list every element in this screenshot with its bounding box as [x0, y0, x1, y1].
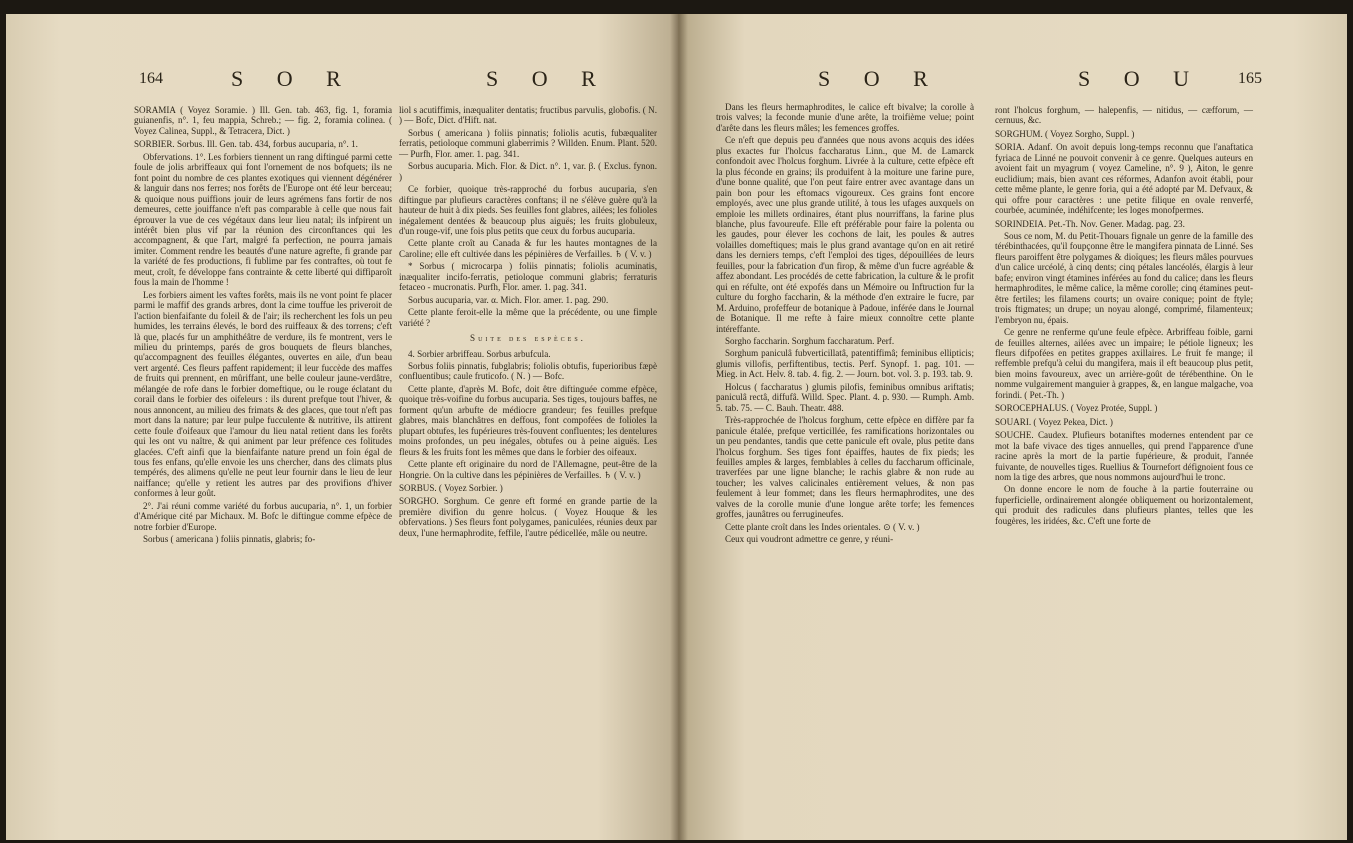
right-column-1: [716, 102, 974, 547]
section-heading: Suite des espèces.: [470, 333, 586, 344]
paragraph: 2°. J'ai réuni comme variété du forbus aucuparia, n°. 1, un forbier d'Amérique cité par Michaux. M. Bofc le diftingue comme efpèce de notre forbier d'Europe.: [134, 500, 392, 532]
left-page: [6, 14, 678, 840]
paragraph: Ce genre ne renferme qu'une feule efpèce. Arbriffeau foible, garni de feuilles alternes, ailées avec un impaire; le pétiole ligneux; les fleurs difpofées en petites grappes axillaires. Le fruit fe mange; il reffemble prefqu'à celui du mangifera, mais il eft beaucoup plus petit, bien moins favoureux, avec un arrière-goût de térébenthine. On le nomme vulgairement manguier à grappes, &, en langue malgache, voa forindi. ( Pet.-Th. ): [995, 327, 1253, 400]
paragraph: Dans les fleurs hermaphrodites, le calice eft bivalve; la corolle à trois valves; la feconde munie d'une arête, la troifième velue; point d'arête dans les fleurs mâles; les femences groffes.: [716, 102, 974, 133]
right-running-head: S O R: [818, 66, 942, 91]
paragraph: Sorghum paniculâ fubverticillatâ, patentiffimâ; feminibus ellipticis; glumis villofis, perfiftentibus, tectis. Perf. Synopf. 1. pag. 101. — Mieg. in Act. Helv. 8. tab. 4. fig. 2. — Journ. bot. vol. 3. p. 193. tab. 9.: [716, 348, 974, 380]
paragraph: SOUCHE. Caudex. Plufieurs botaniftes modernes entendent par ce mot la bafe vivace des tiges annuelles, qui prend l'apparence d'une racine après la mort de la partie fupérieure, & produit, l'année fuivante, de nouvelles tiges. Ruellius & Tournefort défignoient fous ce nom la tige des arbres, que nous nommons aujourd'hui le tronc.: [995, 430, 1253, 482]
paragraph: SORGHO. Sorghum. Ce genre eft formé en grande partie de la première divifion du genre holcus. ( Voyez Houque & les obfervations. ) Ses fleurs font polygames, paniculées, réunies deux par deux, l'une hermaphrodite, feffile, l'autre pédicellée, mâle ou neutre.: [399, 496, 657, 538]
paragraph: SORAMIA ( Voyez Soramie. ) Ill. Gen. tab. 463, fig. 1, foramia guianenfis, n°. 1, feu mappia, Schreb.; — fig. 2, foramia colinea. ( Voyez Calinea, Suppl., & Tetracera, Dict. ): [134, 105, 392, 136]
left-column-2: [399, 102, 657, 540]
paragraph: Sous ce nom, M. du Petit-Thouars fignale un genre de la famille des térébinthacées, qu'il foupçonne être le mangifera pinnata de Linné. Ses fleurs paroiffent être polygames & dioïques; les fleurs mâles pourvues d'un calice urcéolé, à cinq dents; cinq pétales lancéolés, élargis à leur bafe; environ vingt étamines inférées au fond du calice; dans les fleurs hermaphrodites, le même calice, la même corolle; cinq étamines peut-être fertiles; les filamens courts; un ovaire conique; point de ftyle; trois ftigmates; un drupe; un noyau alongé, comprimé, filamenteux; l'embryon nu, épais.: [995, 230, 1253, 325]
paragraph: Sorgho faccharin. Sorghum faccharatum. Perf.: [725, 335, 895, 346]
paragraph: Les forbiers aiment les vaftes forêts, mais ils ne vont point fe placer parmi le maffif des grands arbres, dont la cime touffue les priveroit de l'action bienfaifante du foleil & de l'air; ils recherchent les fols un peu humides, les terrains élevés, le bord des ruiffeaux & des torrens; c'eft là que, placés fur un amphithéâtre de verdure, ils fe montrent, vers le milieu du printemps, parés de gros bouquets de fleurs blanches, qu'accompagnent des feuilles élégantes, ouvertes en aile, d'un beau vert argenté. Ces fleurs paffent rapidement; il leur fuccède des maffes de fruits qui prennent, en mûriffant, une belle couleur jaune-verdâtre, mélangée de rofe dans le forbier domeftique, ou le rouge éclatant du corail dans le forbier des oifeleurs : ils durent prefque tout l'hiver, & nous annoncent, au milieu des frimats & des glaces, que tout n'eft pas mort dans la nature; par leur pulpe fucculente & nutritive, ils attirent cette foule d'oifeaux que l'amour du lieu natal retient dans les forêts qui les ont vu naître, & qui animent par leur préfence ces folitudes glacées. C'eft ainfi que la bienfaifante nature prend un foin égal de tous fes enfans, qu'elle envoie les uns chercher, dans des climats plus tempérés, des alimens qu'elle ne peut leur fournir dans le lieu de leur naiffance; qu'elle y retient les autres par des provifions d'hiver conformes à leur goût.: [134, 289, 392, 499]
paragraph: Sorbus aucuparia. Mich. Flor. & Dict. n°. 1, var. β. ( Exclus. fynon. ): [399, 161, 657, 182]
paragraph: Ce forbier, quoique très-rapproché du forbus aucuparia, s'en diftingue par plufieurs caractères conftans; il ne s'élève guère qu'à la hauteur de huit à dix pieds. Ses feuilles font glabres, ailées; les folioles inégalement dentées & beaucoup plus aiguës; les fruits globuleux, d'un rouge-vif, une fois plus petits que ceux du forbus aucuparia.: [399, 184, 657, 236]
paragraph: On donne encore le nom de fouche à la partie fouterraine ou fuperficielle, ordinairement alongée obliquement ou horizontalement, qui produit des radicules dans plufieurs plantes, telles que les fougères, les iridées, &c. C'eft une forte de: [995, 484, 1253, 526]
paragraph: Cette plante, d'après M. Bofc, doit être diftinguée comme efpèce, quoique très-voifine du forbus aucuparia. Ses tiges, toujours baffes, ne forment qu'un arbufte de médiocre grandeur; fes feuilles prefque glabres, mais blanchâtres en deffous, font compofées de folioles la plupart obtufes, les fupérieures très-fouvent confluentes; les dentelures moins profondes, un peu inégales, obtufes ou à peine aiguës. Les fleurs & les fruits font les mêmes que dans le forbier des oifeaux.: [399, 383, 657, 457]
paragraph: Sorbus ( americana ) foliis pinnatis, glabris; fo-: [143, 534, 316, 545]
right-page-number: 165: [1238, 70, 1262, 87]
paragraph: Holcus ( faccharatus ) glumis pilofis, feminibus omnibus ariftatis; paniculâ rectâ, diffufâ. Willd. Spec. Plant. 4. p. 930. — Rumph. Amb. 5. tab. 75. — C. Bauh. Theatr. 488.: [716, 381, 974, 413]
left-column-1: [134, 102, 392, 547]
right-column-2: [995, 102, 1253, 528]
paragraph: SOROCEPHALUS. ( Voyez Protée, Suppl. ): [995, 403, 1158, 414]
paragraph: SORBIER. Sorbus. Ill. Gen. tab. 434, forbus aucuparia, n°. 1.: [134, 139, 358, 150]
book-spread: [6, 14, 1347, 840]
paragraph: SORIA. Adanf. On avoit depuis long-temps reconnu que l'anaftatica fyriaca de Linné ne pouvoit convenir à ce genre. Quelques auteurs en avoient fait un myagrum ( voyez Cameline, n°. 9 ), Aiton, le genre euclidium; mais, bien avant ces réformes, Adanfon avoit établi, pour cette même plante, le genre foria, qui a été adopté par M. Defvaux, & qui offre pour caractères : une petite filique en ovale renverfé, courbée, acuminée, indéhifcente; les loges monofpermes.: [995, 142, 1253, 216]
paragraph: * Sorbus ( microcarpa ) foliis pinnatis; foliolis acuminatis, inæqualiter incifo-ferratis, petioloque communi glabris; ferraturis fetaceo - mucronatis. Purfh, Flor. amer. 1. pag. 341.: [399, 261, 657, 293]
paragraph: 4. Sorbier arbriffeau. Sorbus arbufcula.: [408, 348, 551, 359]
book-gutter: [670, 14, 688, 840]
left-running-head: S O R: [231, 66, 355, 91]
paragraph: Ceux qui voudront admettre ce genre, y réuni-: [725, 534, 894, 545]
left-running-head-2: S O R: [486, 66, 610, 91]
paragraph: Cette plante croît au Canada & fur les hautes montagnes de la Caroline; elle eft cultivée dans les pépinières de Verfailles. ♄ ( V. v. ): [399, 238, 657, 259]
paragraph: Cette plante eft originaire du nord de l'Allemagne, peut-être de la Hongrie. On la cultive dans les pépinières de Verfailles. ♄ ( V. v. ): [399, 459, 657, 480]
paragraph: Cette plante feroit-elle la même que la précédente, ou une fimple variété ?: [399, 307, 657, 328]
paragraph: liol s acutiffimis, inæqualiter dentatis; fructibus parvulis, globofis. ( N. ) — Bofc, Dict. d'Hift. nat.: [399, 105, 657, 126]
left-page-number: 164: [139, 70, 163, 87]
paragraph: Très-rapprochée de l'holcus forghum, cette efpèce en diffère par fa panicule étalée, prefque verticillée, fes ramifications horizontales ou un peu pendantes, tandis que cette panicule eft ovale, plus petite dans l'holcus forghum. Ses tiges font épaiffes, hautes de fix pieds; les feuilles amples & larges, femblables à celles du faccharum officinale, traverfées par une ligne blanche; le rachis glabre & non rude au toucher; les valves calicinales entièrement velues, & non pas feulement à leur fommet; dans les fleurs hermaphrodites, une des valves de la corolle munie d'une longue arête torfe; les femences groffes, jaunâtres ou ferrugineufes.: [716, 415, 974, 520]
paragraph: SORINDEIA. Pet.-Th. Nov. Gener. Madag. pag. 23.: [995, 218, 1185, 229]
paragraph: Sorbus ( americana ) foliis pinnatis; foliolis acutis, fubæqualiter ferratis, petioloque communi glaberrimis ? Willden. Enum. Plant. 520. — Purfh, Flor. amer. 1. pag. 341.: [399, 127, 657, 159]
right-running-head-2: S O U: [1078, 66, 1204, 91]
paragraph: SORBUS. ( Voyez Sorbier. ): [399, 482, 503, 493]
paragraph: SOUARI. ( Voyez Pekea, Dict. ): [995, 416, 1113, 427]
paragraph: Sorbus foliis pinnatis, fubglabris; foliolis obtufis, fuperioribus fæpè confluentibus; caule fruticofo. ( N. ) — Bofc.: [399, 360, 657, 382]
paragraph: SORGHUM. ( Voyez Sorgho, Suppl. ): [995, 128, 1135, 139]
paragraph: Ce n'eft que depuis peu d'années que nous avons acquis des idées plus exactes fur l'holcus faccharatus Linn., que M. de Lamarck confondoit avec l'holcus forghum. Livrée à la culture, cette efpèce eft la plus féconde en grains; ils produifent à la moiture une farine pure, d'une bonne qualité, que l'on peut faire entrer avec avantage dans un pain bon pour les eftomacs vigoureux. Ces grains font encore employés, avec une plus grande utilité, à tous les ufages auxquels on emploie les millets ordinaires, étant plus nourriffans, la farine plus blanche, plus favoureufe. Elle eft préférable pour faire la polenta ou les gaudes, pour élever les cochons de lait, les poules & autres volailles domeftiques; mais le plus grand avantage qu'on en ait retiré dans les derniers temps, c'eft l'emploi des tiges, dépouillées de leurs feuilles, pour la fabrication d'un firop, & même d'un fucre agréable & affez abondant. Les procédés de cette fabrication, la culture & le profit qui en réfulte, ont été expofés dans un Mémoire ou Inftruction fur la culture du forgho faccharin, & la méthode d'en extraire le fucre, par M. Arduino, profeffeur de botanique à Padoue, inférée dans le Journal de Botanique. Il me refte à faire mieux connoître cette plante intéreffante.: [716, 135, 974, 334]
right-page: [678, 14, 1347, 840]
paragraph: ront l'holcus forghum, — halepenfis, — nitidus, — cæfforum, — cernuus, &c.: [995, 105, 1253, 126]
paragraph: Obfervations. 1°. Les forbiers tiennent un rang diftingué parmi cette foule de jolis arbriffeaux qui font l'ornement de nos bofquets; ils ne font point du nombre de ces plantes exotiques qui viennent dégénérer & languir dans nos ferres; nos forêts de l'Europe ont été leur berceau; & quoique nous puiffions jouir de leurs agrémens fans fortir de nos demeures, cette jouiffance n'eft pas comparable à celle que nous fait éprouver la vue de ces végétaux dans leur lieu natal; ils infpirent un intérêt bien plus vif par la réunion des circonftances qui les accompagnent, & que l'art, malgré fa perfection, ne pourra jamais imiter. Comment rendre les beautés d'une nature agrefte, fi grande par la variété de fes productions, fi fublime par fes contraftes, où tout fe meut, croît, fe développe fans contrainte & cette liberté qui diffiparoît fous la main de l'homme !: [134, 151, 392, 288]
paragraph: Sorbus aucuparia, var. α. Mich. Flor. amer. 1. pag. 290.: [408, 294, 609, 305]
paragraph: Cette plante croît dans les Indes orientales. ⊙ ( V. v. ): [725, 521, 920, 532]
